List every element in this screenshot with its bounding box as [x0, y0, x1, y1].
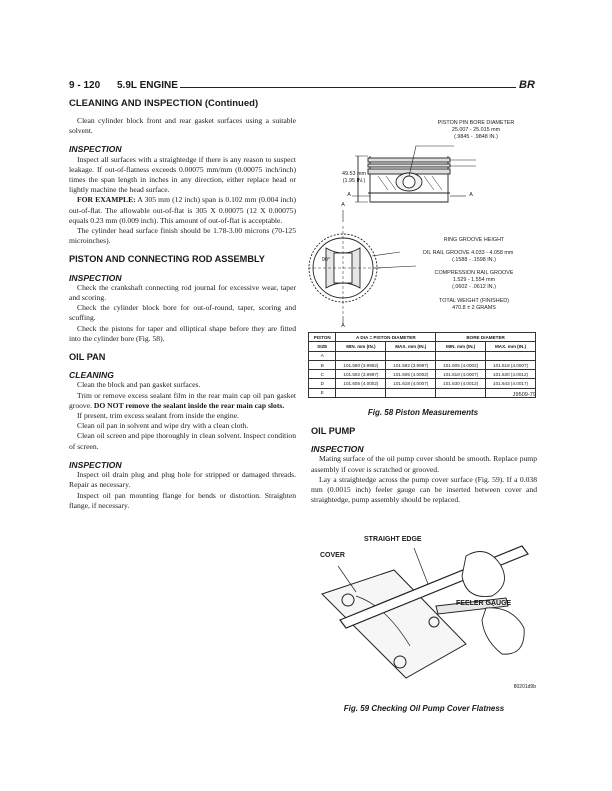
comp-rail-groove: COMPRESSION RAIL GROOVE — [434, 270, 514, 276]
finish-paragraph: The cylinder head surface finish should be 1.78-3.00 microns (70-125 microinches). — [69, 226, 296, 246]
clean-step-4: Clean oil pan in solvent and wipe dry with a clean cloth. — [77, 421, 249, 431]
table-row — [309, 370, 536, 379]
table-cell: C — [309, 370, 336, 379]
table-cell: 101.592 (3.9997) — [336, 370, 386, 379]
example-paragraph — [69, 195, 296, 226]
table-header-row — [309, 333, 536, 342]
table-cell: 101.630 (4.0012) — [486, 370, 536, 379]
example-label: FOR EXAMPLE: — [77, 195, 136, 205]
table-cell — [436, 388, 486, 397]
section-title: CLEANING AND INSPECTION (Continued) — [69, 98, 259, 109]
table-cell: D — [309, 379, 336, 388]
pin-bore-in: (.9845 - .9848 IN.) — [454, 134, 498, 140]
table-cell — [336, 351, 386, 360]
oil-pump-paragraph-2: Lay a straightedge across the pump cover surface (Fig. 59). If a 0.038 mm (0.0015 inch) feeler gauge can be inserted between cover and straightedge, pump assembly should be replaced. — [311, 474, 537, 505]
table-cell: 101.630 (4.0012) — [436, 379, 486, 388]
cleaning-heading: CLEANING — [69, 370, 114, 381]
oil-pump-inspection-heading: INSPECTION — [311, 444, 364, 455]
inspect-step-2: Inspect oil pan mounting flange for bends or distortion. Straighten flange, if necessary. — [69, 490, 296, 510]
feeler-gauge-label: FEELER GAUGE — [456, 600, 512, 607]
pin-bore-mm: 25.007 - 25.015 mm — [451, 127, 501, 133]
header-rule — [180, 87, 516, 88]
table-cell: 101.605 (4.0002) — [336, 379, 386, 388]
section-a-top: A — [341, 202, 345, 208]
comp-rail-mm: 1.529 - 1.554 mm — [452, 277, 496, 283]
section-arrow-left: A — [347, 192, 351, 198]
example-text: A 305 mm (12 inch) span is 0.102 mm (0.004 inch) out-of-flat. The allowable out-of-flat is 305 X 0.00075 (12 X 0.00075) equals 0.23 mm (0.009 inch). This amount of out-of-flat is acceptable. — [69, 195, 296, 225]
piston-inspection-heading: INSPECTION — [69, 272, 122, 283]
clean-step-5: Clean oil screen and pipe thoroughly in clean solvent. Inspect condition of screen. — [69, 431, 296, 451]
table-cell — [486, 351, 536, 360]
table-cell — [336, 388, 386, 397]
table-header: PISTON — [309, 333, 336, 342]
straight-edge-label: STRAIGHT EDGE — [364, 536, 422, 543]
piston-check-2: Check the cylinder block bore for out-of-round, taper, scoring and scuffing. — [69, 303, 296, 323]
right-column — [311, 426, 537, 505]
model-code: BR — [519, 79, 535, 91]
height-in: (1.95 IN.) — [342, 178, 366, 184]
table-header: BORE DIAMETER — [436, 333, 536, 342]
cover-label: COVER — [320, 552, 345, 559]
oil-pan-title: OIL PAN — [69, 352, 106, 363]
table-cell: 101.618 (4.0007) — [386, 379, 436, 388]
table-header: MIN. mm (IN.) — [336, 342, 386, 351]
angle-label: 90° — [321, 257, 331, 263]
table-cell: B — [309, 360, 336, 369]
piston-top-view — [308, 210, 416, 324]
oil-pump-paragraph-1: Mating surface of the oil pump cover should be smooth. Replace pump assembly if cover is scratched or grooved. — [311, 454, 537, 474]
table-cell: 101.605 (4.0002) — [436, 360, 486, 369]
clean-step-2-text: Trim or remove excess sealant film in the rear main cap oil pan gasket groove. — [69, 390, 296, 410]
table-cell: 101.618 (4.0007) — [436, 370, 486, 379]
table-header: SIZE — [309, 342, 336, 351]
fig58-caption: Fig. 58 Piston Measurements — [367, 408, 479, 417]
table-cell: 101.592 (3.9997) — [386, 360, 436, 369]
fig59-code: 80201d9b — [513, 684, 536, 690]
section-a-bottom: A — [341, 323, 345, 329]
clean-step-2 — [69, 391, 296, 411]
inspect-step-1: Inspect oil drain plug and plug hole for stripped or damaged threads. Repair as necessary. — [69, 470, 296, 490]
fig59-caption: Fig. 59 Checking Oil Pump Cover Flatness — [343, 704, 505, 713]
clean-step-3: If present, trim excess sealant from inside the engine. — [77, 411, 239, 421]
intro-paragraph: Clean cylinder block front and rear gasket surfaces using a suitable solvent. — [69, 116, 296, 136]
oil-rail-groove: OIL RAIL GROOVE 4.033 - 4.058 mm — [422, 250, 514, 256]
page-number: 9 - 120 — [69, 80, 101, 91]
table-cell — [386, 351, 436, 360]
total-weight-label: TOTAL WEIGHT (FINISHED) — [439, 298, 509, 304]
inspection-heading: INSPECTION — [69, 144, 122, 155]
hand-right — [482, 608, 524, 654]
table-header: MIN. mm (IN.) — [436, 342, 486, 351]
section-arrow-right: A — [469, 192, 473, 198]
table-cell: 101.605 (4.0002) — [386, 370, 436, 379]
oil-pan-inspection-heading: INSPECTION — [69, 459, 122, 470]
table-header: MAX. mm (IN.) — [486, 342, 536, 351]
piston-check-3: Check the pistons for taper and elliptical shape before they are fitted into the cylinder bore (Fig. 58). — [69, 323, 296, 343]
clean-step-2-warning: DO NOT remove the sealant inside the rear main cap slots. — [93, 400, 285, 410]
left-column — [69, 116, 296, 511]
height-mm: 49.53 mm — [342, 171, 366, 177]
table-header: A DIA = PISTON DIAMETER — [336, 333, 436, 342]
table-cell: E — [309, 388, 336, 397]
flatness-paragraph: Inspect all surfaces with a straightedge if there is any reason to suspect leakage. If out-of-flatness exceeds 0.00075 mm/mm (0.00075 inch/inch) times the span length in inches in any direction, either replace head or lightly machine the head surface. — [69, 154, 296, 195]
table-row — [309, 360, 536, 369]
ring-groove-height: RING GROOVE HEIGHT — [443, 237, 505, 243]
fig58-code: J9509-79 — [512, 392, 536, 398]
oil-rail-in: (.1588 - .1598 IN.) — [452, 257, 496, 263]
table-cell: 101.580 (3.9992) — [336, 360, 386, 369]
table-cell: 101.643 (4.0017) — [486, 379, 536, 388]
fig59-diagram — [316, 536, 536, 688]
piston-check-1: Check the crankshaft connecting rod journal for excessive wear, taper and scoring. — [69, 282, 296, 303]
oil-pump-drawing — [316, 536, 536, 688]
pin-bore-label: PISTON PIN BORE DIAMETER — [437, 120, 515, 126]
table-row — [309, 351, 536, 360]
table-header: MAX. mm (IN.) — [386, 342, 436, 351]
table-cell: 101.618 (4.0007) — [486, 360, 536, 369]
comp-rail-in: (.0602 - .0612 IN.) — [452, 284, 496, 290]
table-cell: A — [309, 351, 336, 360]
fig58-diagram — [308, 118, 540, 330]
table-row — [309, 379, 536, 388]
oil-pump-title: OIL PUMP — [311, 426, 356, 436]
piston-spec-table — [308, 332, 536, 398]
table-cell — [436, 351, 486, 360]
clean-step-1: Clean the block and pan gasket surfaces. — [77, 380, 201, 390]
total-weight-value: 470.8 ± 2 GRAMS — [452, 305, 496, 311]
engine-label: 5.9L ENGINE — [117, 80, 178, 91]
piston-section-title: PISTON AND CONNECTING ROD ASSEMBLY — [69, 254, 265, 265]
table-cell — [386, 388, 436, 397]
table-header-row — [309, 342, 536, 351]
